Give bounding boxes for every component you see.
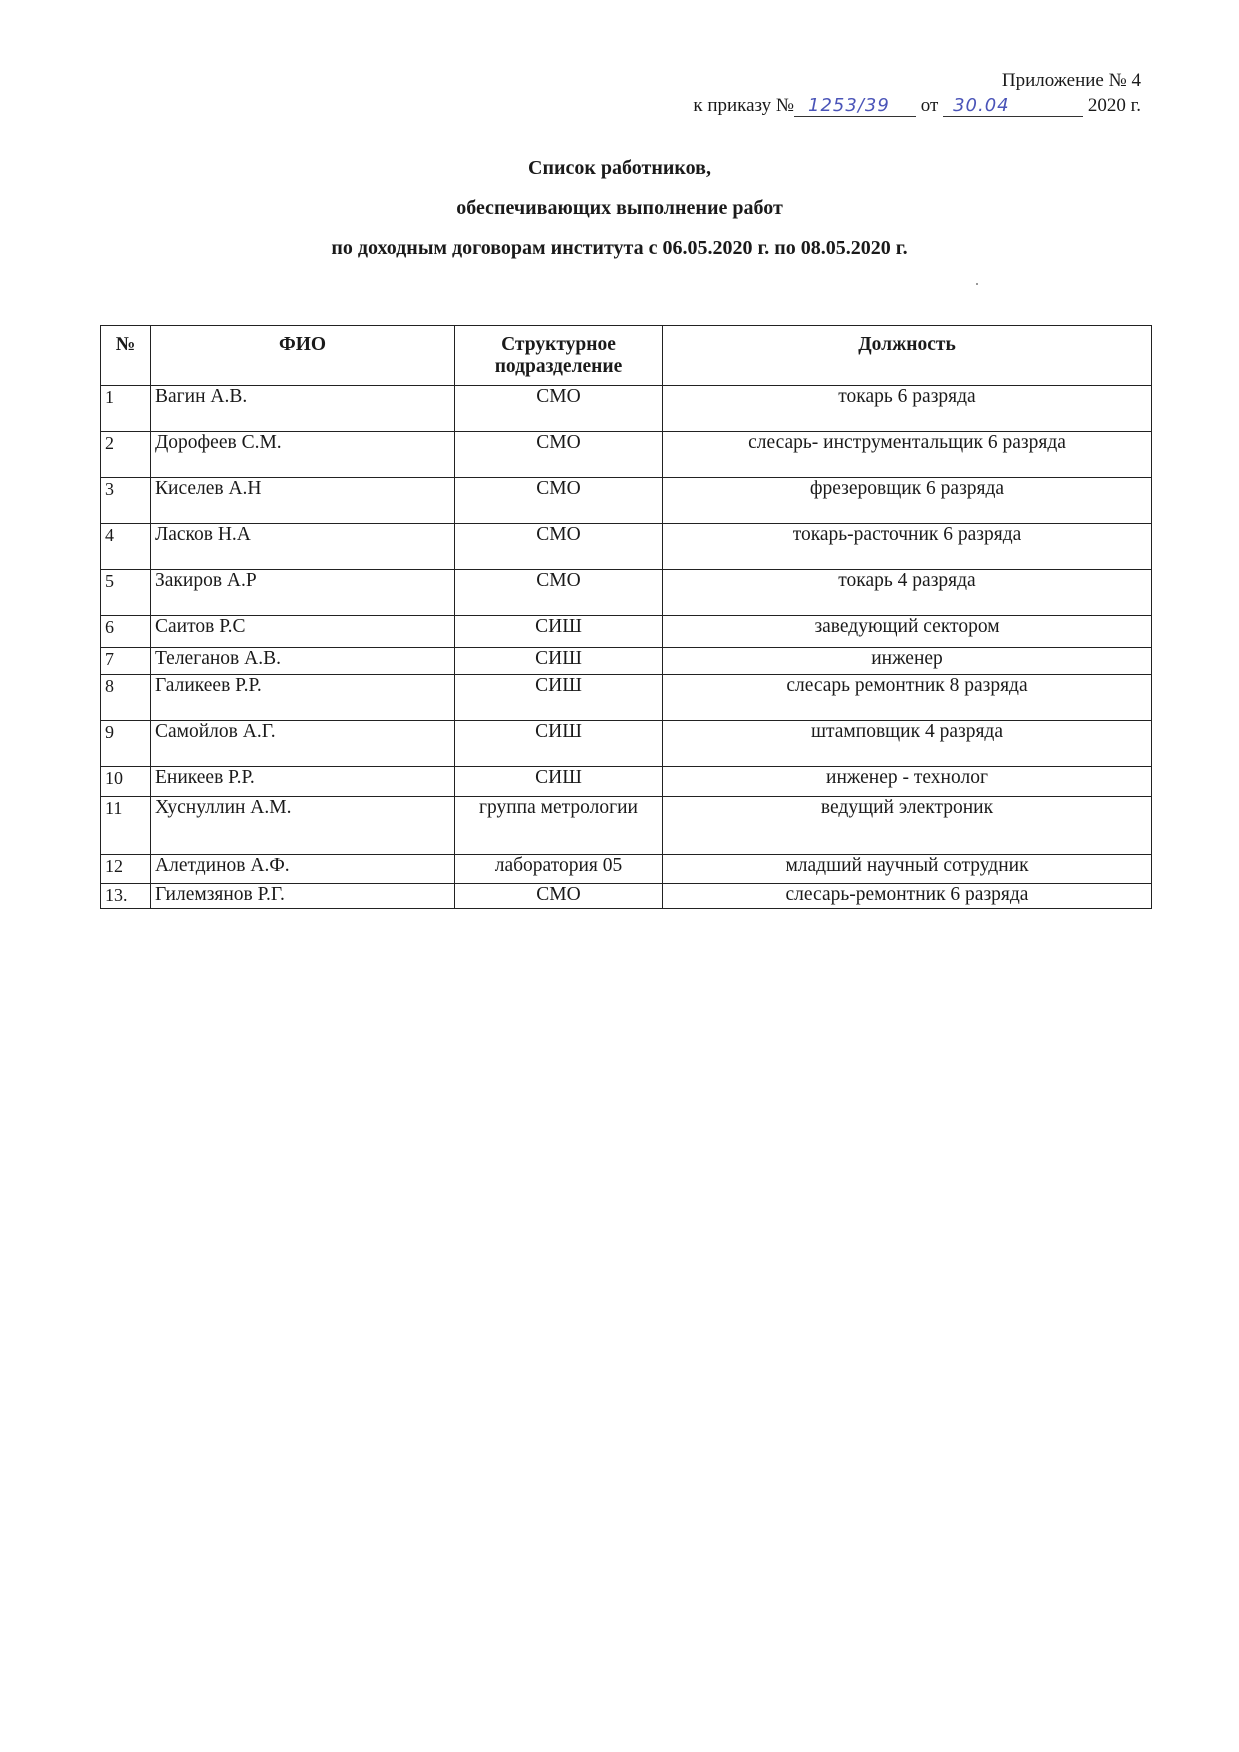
position: штамповщик 4 разряда xyxy=(663,721,1152,767)
position: слесарь ремонтник 8 разряда xyxy=(663,675,1152,721)
staff-table xyxy=(100,325,1152,909)
table-row xyxy=(101,478,1152,524)
department: СМО xyxy=(455,524,663,570)
position: токарь 4 разряда xyxy=(663,570,1152,616)
position: токарь-расточник 6 разряда xyxy=(663,524,1152,570)
column-header-position: Должность xyxy=(663,326,1152,386)
column-header-department: Структурное подразделение xyxy=(455,326,663,386)
row-number: 1 xyxy=(101,386,151,432)
department: СИШ xyxy=(455,648,663,675)
employee-name: Саитов Р.С xyxy=(151,616,455,648)
table-row xyxy=(101,648,1152,675)
order-date-handwritten: 30.04 xyxy=(943,96,1083,117)
employee-name: Гилемзянов Р.Г. xyxy=(151,884,455,909)
order-year: 2020 г. xyxy=(1087,95,1141,116)
row-number: 8 xyxy=(101,675,151,721)
table-header-row xyxy=(101,326,1152,386)
position: фрезеровщик 6 разряда xyxy=(663,478,1152,524)
row-number: 4 xyxy=(101,524,151,570)
date-prefix: от xyxy=(920,95,939,116)
table-row xyxy=(101,570,1152,616)
row-number: 12 xyxy=(101,855,151,884)
employee-name: Алетдинов А.Ф. xyxy=(151,855,455,884)
row-number: 5 xyxy=(101,570,151,616)
table-row xyxy=(101,386,1152,432)
order-number-handwritten: 1253/39 xyxy=(794,96,916,117)
table-row xyxy=(101,797,1152,855)
department: СИШ xyxy=(455,616,663,648)
department: СМО xyxy=(455,570,663,616)
row-number: 6 xyxy=(101,616,151,648)
department: СИШ xyxy=(455,767,663,797)
table-row xyxy=(101,767,1152,797)
row-number: 10 xyxy=(101,767,151,797)
department: СМО xyxy=(455,386,663,432)
row-number: 3 xyxy=(101,478,151,524)
employee-name: Киселев А.Н xyxy=(151,478,455,524)
department: группа метрологии xyxy=(455,797,663,855)
position: слесарь- инструментальщик 6 разряда xyxy=(663,432,1152,478)
employee-name: Хуснуллин А.М. xyxy=(151,797,455,855)
position: инженер xyxy=(663,648,1152,675)
row-number: 7 xyxy=(101,648,151,675)
department: СМО xyxy=(455,884,663,909)
position: слесарь-ремонтник 6 разряда xyxy=(663,884,1152,909)
document-period: по доходным договорам института с 06.05.2020 г. по 08.05.2020 г. xyxy=(331,237,908,259)
table-row xyxy=(101,432,1152,478)
employee-name: Ласков Н.А xyxy=(151,524,455,570)
row-number: 13. xyxy=(101,884,151,909)
department: СМО xyxy=(455,478,663,524)
employee-name: Галикеев Р.Р. xyxy=(151,675,455,721)
table-row xyxy=(101,524,1152,570)
table-row xyxy=(101,721,1152,767)
position: младший научный сотрудник xyxy=(663,855,1152,884)
employee-name: Самойлов А.Г. xyxy=(151,721,455,767)
department: СМО xyxy=(455,432,663,478)
appendix-label: Приложение № 4 xyxy=(1001,70,1141,91)
department: СИШ xyxy=(455,675,663,721)
document-subtitle: обеспечивающих выполнение работ xyxy=(456,197,783,219)
order-prefix: к приказу № xyxy=(693,95,795,116)
position: инженер - технолог xyxy=(663,767,1152,797)
employee-name: Вагин А.В. xyxy=(151,386,455,432)
column-header-number: № xyxy=(101,326,151,386)
position: заведующий сектором xyxy=(663,616,1152,648)
employee-name: Закиров А.Р xyxy=(151,570,455,616)
department: лаборатория 05 xyxy=(455,855,663,884)
table-row xyxy=(101,616,1152,648)
row-number: 2 xyxy=(101,432,151,478)
employee-name: Дорофеев С.М. xyxy=(151,432,455,478)
table-row xyxy=(101,855,1152,884)
table-row xyxy=(101,884,1152,909)
row-number: 9 xyxy=(101,721,151,767)
scan-speck xyxy=(976,283,978,285)
order-reference xyxy=(693,95,1141,117)
employee-name: Еникеев Р.Р. xyxy=(151,767,455,797)
column-header-name: ФИО xyxy=(151,326,455,386)
table-row xyxy=(101,675,1152,721)
employee-name: Телеганов А.В. xyxy=(151,648,455,675)
department: СИШ xyxy=(455,721,663,767)
document-title: Список работников, xyxy=(528,157,711,179)
position: ведущий электроник xyxy=(663,797,1152,855)
position: токарь 6 разряда xyxy=(663,386,1152,432)
row-number: 11 xyxy=(101,797,151,855)
